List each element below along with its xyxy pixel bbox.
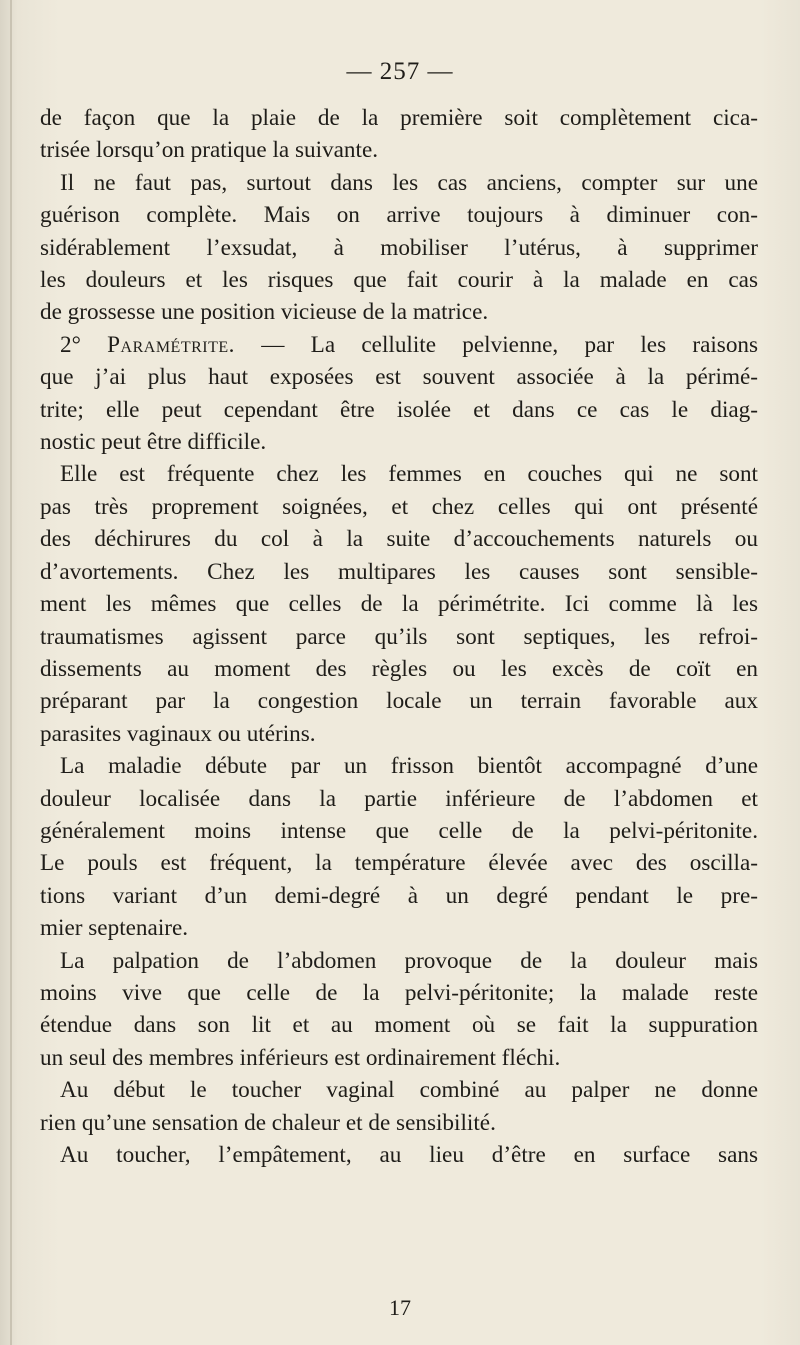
text-line: trite; elle peut cependant être isolée et dans ce cas le diag- — [40, 396, 758, 423]
text-line: nostic peut être difficile. — [40, 429, 267, 456]
text-line: traumatismes agissent parce qu’ils sont septiques, les refroi- — [40, 623, 758, 650]
text-line: préparant par la congestion locale un terrain favorable aux — [40, 688, 758, 715]
text-line: rien qu’une sensation de chaleur et de sensibilité. — [40, 1109, 496, 1136]
text-line: pas très proprement soignées, et chez celles qui ont présenté — [40, 493, 758, 520]
section-title: Paramétrite. — [107, 331, 235, 358]
text-line: que j’ai plus haut exposées est souvent associée à la périmé- — [40, 364, 758, 391]
text-line: guérison complète. Mais on arrive toujours à diminuer con- — [40, 202, 758, 229]
text-line: tions variant d’un demi-degré à un degré pendant le pre- — [40, 882, 758, 909]
text-line: La maladie débute par un frisson bientôt accompagné d’une — [60, 753, 758, 780]
section-heading-line — [40, 329, 758, 361]
text-line: Il ne faut pas, surtout dans les cas anciens, compter sur une — [60, 169, 758, 196]
text-line: des déchirures du col à la suite d’accouchements naturels ou — [40, 526, 758, 553]
text-line: un seul des membres inférieurs est ordinairement fléchi. — [40, 1044, 561, 1071]
text-line: trisée lorsqu’on pratique la suivante. — [40, 137, 379, 164]
text-line: mier septenaire. — [40, 915, 189, 942]
text-line: dissements au moment des règles ou les excès de coït en — [40, 655, 758, 682]
text-line: Le pouls est fréquent, la température élevée avec des oscilla- — [40, 850, 758, 877]
text-line: sidérablement l’exsudat, à mobiliser l’utérus, à supprimer — [40, 234, 758, 261]
text-line: généralement moins intense que celle de la pelvi-péritonite. — [40, 817, 758, 844]
text-line: Au toucher, l’empâtement, au lieu d’être en surface sans — [60, 1142, 758, 1168]
page-number: — 257 — — [346, 58, 454, 85]
text-line: les douleurs et les risques que fait courir à la malade en cas — [40, 267, 758, 294]
text-line: moins vive que celle de la pelvi-péritonite; la malade reste — [40, 979, 758, 1006]
body-text — [40, 102, 758, 1171]
text-line: Au début le toucher vaginal combiné au palper ne donne — [60, 1077, 758, 1104]
text-line: parasites vaginaux ou utérins. — [40, 720, 316, 747]
text-line: Elle est fréquente chez les femmes en couches qui ne sont — [60, 461, 758, 488]
section-number: 2° — [60, 331, 81, 358]
signature-mark: 17 — [389, 1295, 411, 1320]
text-line: La cellulite pelvienne, par les raisons — [310, 331, 759, 358]
text-line: douleur localisée dans la partie inférieure de l’abdomen et — [40, 785, 758, 812]
text-line: ment les mêmes que celles de la périmétrite. Ici comme là les — [40, 591, 758, 618]
text-line: de grossesse une position vicieuse de la matrice. — [40, 299, 489, 326]
text-line: La palpation de l’abdomen provoque de la douleur mais — [60, 947, 758, 974]
binding-edge — [10, 0, 12, 1345]
text-line: étendue dans son lit et au moment où se fait la suppuration — [40, 1012, 758, 1039]
section-dash: — — [261, 331, 285, 358]
text-line: d’avortements. Chez les multipares les causes sont sensible- — [40, 558, 758, 585]
text-line: de façon que la plaie de la première soit complètement cica- — [40, 105, 758, 131]
